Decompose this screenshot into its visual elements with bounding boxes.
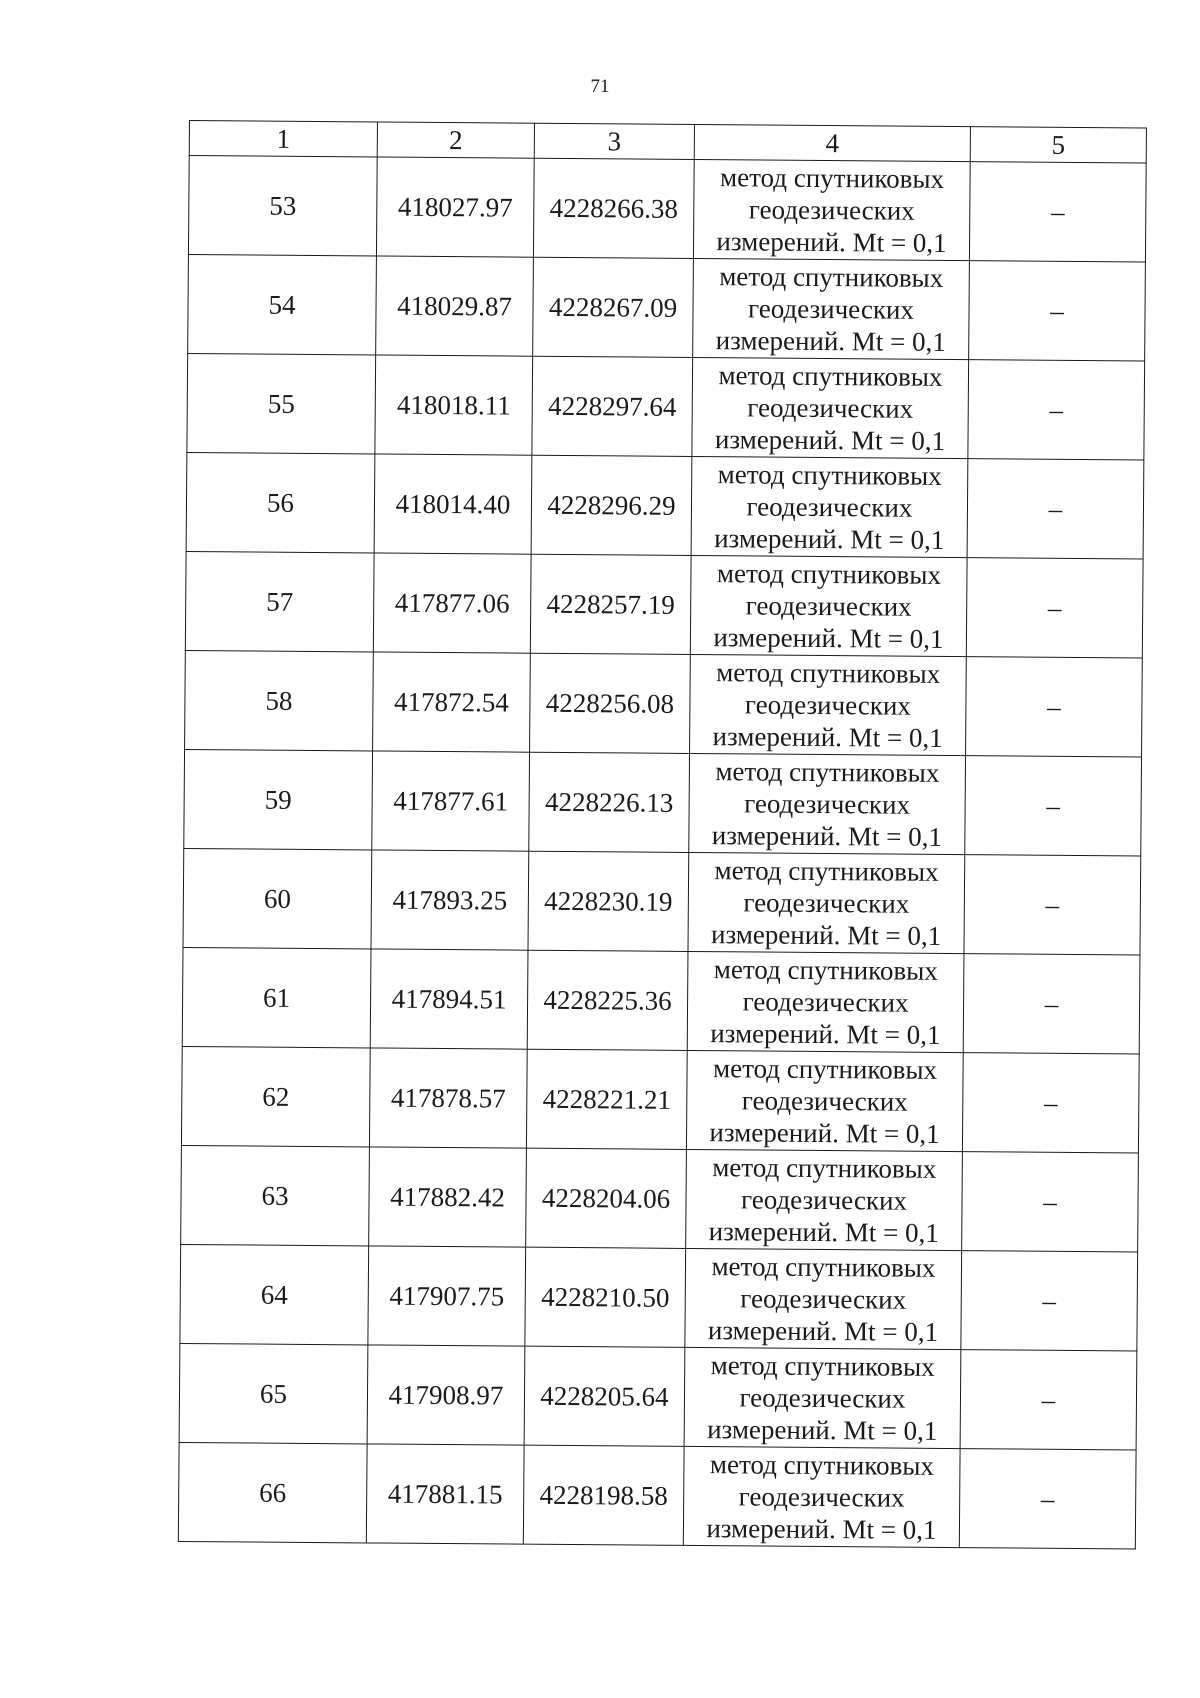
note-cell: – <box>965 756 1142 856</box>
point-number-cell: 58 <box>185 650 374 750</box>
method-line: геодезических <box>745 590 912 622</box>
method-line: метод спутниковых <box>711 1251 936 1283</box>
method-line: измерений. Mt = 0,1 <box>708 1216 939 1248</box>
method-line: измерений. Mt = 0,1 <box>715 325 946 357</box>
method-line: измерений. Mt = 0,1 <box>711 820 943 852</box>
point-number-cell: 54 <box>188 254 377 354</box>
point-number-cell: 55 <box>187 353 376 453</box>
note-cell: – <box>969 162 1146 262</box>
point-number-cell: 64 <box>180 1244 369 1344</box>
table-row <box>183 848 1141 955</box>
method-cell <box>690 654 967 755</box>
method-cell <box>693 159 970 260</box>
x-coordinate-cell: 417877.61 <box>372 751 530 851</box>
method-cell <box>686 1050 963 1151</box>
method-line: геодезических <box>746 491 913 523</box>
method-cell <box>683 1446 960 1547</box>
y-coordinate-cell: 4228297.64 <box>532 356 693 456</box>
x-coordinate-cell: 417877.06 <box>373 553 531 653</box>
point-number-cell: 63 <box>181 1145 370 1245</box>
y-coordinate-cell: 4228198.58 <box>523 1445 684 1545</box>
y-coordinate-cell: 4228256.08 <box>530 653 691 753</box>
table-row <box>185 650 1143 757</box>
table-row <box>182 947 1140 1054</box>
y-coordinate-cell: 4228210.50 <box>525 1247 686 1347</box>
x-coordinate-cell: 417894.51 <box>370 949 528 1049</box>
method-cell <box>693 258 970 359</box>
method-line: измерений. Mt = 0,1 <box>706 1513 937 1545</box>
note-cell: – <box>969 261 1146 361</box>
method-cell <box>688 852 965 953</box>
table-row <box>180 1244 1138 1351</box>
method-line: измерений. Mt = 0,1 <box>713 622 944 654</box>
method-line: метод спутниковых <box>718 360 943 392</box>
method-line: метод спутниковых <box>714 855 939 887</box>
header-cell-4: 4 <box>694 124 970 161</box>
x-coordinate-cell: 417907.75 <box>368 1246 526 1346</box>
y-coordinate-cell: 4228225.36 <box>527 950 688 1050</box>
method-line: метод спутниковых <box>712 1152 937 1184</box>
method-line: измерений. Mt = 0,1 <box>714 523 945 555</box>
method-line: геодезических <box>747 392 914 424</box>
table-row <box>186 452 1144 559</box>
note-cell: – <box>961 1251 1138 1351</box>
x-coordinate-cell: 418018.11 <box>375 355 533 455</box>
table-row <box>185 551 1143 658</box>
method-line: геодезических <box>744 689 911 721</box>
page-number: 71 <box>590 76 610 97</box>
point-number-cell: 61 <box>182 947 371 1047</box>
method-line: метод спутниковых <box>716 657 941 689</box>
method-line: измерений. Mt = 0,1 <box>712 721 943 753</box>
method-line: геодезических <box>742 986 909 1018</box>
table-row <box>187 353 1145 460</box>
point-number-cell: 57 <box>185 551 374 651</box>
method-cell <box>689 753 966 854</box>
method-line: геодезических <box>744 788 911 820</box>
method-line: метод спутниковых <box>719 261 944 293</box>
method-cell <box>685 1248 962 1349</box>
y-coordinate-cell: 4228257.19 <box>530 554 691 654</box>
table-row <box>179 1343 1137 1450</box>
point-number-cell: 53 <box>188 156 377 256</box>
method-line: геодезических <box>740 1283 907 1315</box>
table-row <box>184 749 1142 856</box>
note-cell: – <box>962 1053 1139 1153</box>
point-number-cell: 59 <box>184 749 373 849</box>
point-number-cell: 56 <box>186 452 375 552</box>
method-line: измерений. Mt = 0,1 <box>714 424 946 456</box>
y-coordinate-cell: 4228204.06 <box>526 1148 687 1248</box>
method-line: метод спутниковых <box>717 459 942 491</box>
x-coordinate-cell: 418027.97 <box>376 157 534 257</box>
note-cell: – <box>967 459 1144 559</box>
table-row <box>181 1145 1139 1252</box>
method-line: геодезических <box>741 1085 908 1117</box>
method-line: метод спутниковых <box>713 954 938 986</box>
point-number-cell: 60 <box>183 848 372 948</box>
point-number-cell: 65 <box>179 1343 368 1443</box>
header-cell-2: 2 <box>377 122 534 158</box>
method-cell <box>692 357 969 458</box>
method-line: измерений. Mt = 0,1 <box>709 1117 940 1149</box>
note-cell: – <box>960 1350 1137 1450</box>
method-line: геодезических <box>743 887 910 919</box>
x-coordinate-cell: 418029.87 <box>376 256 534 356</box>
point-number-cell: 62 <box>181 1046 370 1146</box>
y-coordinate-cell: 4228267.09 <box>533 257 694 357</box>
table-row <box>181 1046 1139 1153</box>
x-coordinate-cell: 417881.15 <box>366 1444 524 1544</box>
method-line: геодезических <box>747 293 915 325</box>
y-coordinate-cell: 4228221.21 <box>526 1049 687 1149</box>
y-coordinate-cell: 4228226.13 <box>529 752 690 852</box>
note-cell: – <box>964 855 1141 955</box>
header-cell-3: 3 <box>534 123 694 159</box>
method-line: измерений. Mt = 0,1 <box>707 1414 938 1446</box>
y-coordinate-cell: 4228266.38 <box>533 158 694 258</box>
x-coordinate-cell: 417872.54 <box>373 652 531 752</box>
method-line: метод спутниковых <box>710 1350 935 1382</box>
method-line: метод спутниковых <box>719 162 945 194</box>
method-line: измерений. Mt = 0,1 <box>707 1315 939 1347</box>
method-line: геодезических <box>739 1382 906 1414</box>
note-cell: – <box>966 558 1143 658</box>
header-cell-1: 1 <box>189 121 377 157</box>
x-coordinate-cell: 417882.42 <box>369 1147 527 1247</box>
x-coordinate-cell: 417893.25 <box>371 850 529 950</box>
coordinates-table <box>178 120 1147 1549</box>
y-coordinate-cell: 4228230.19 <box>528 851 689 951</box>
table-row <box>178 1442 1136 1549</box>
x-coordinate-cell: 417878.57 <box>369 1048 527 1148</box>
note-cell: – <box>959 1449 1136 1549</box>
header-cell-5: 5 <box>970 127 1146 163</box>
method-line: измерений. Mt = 0,1 <box>710 919 942 951</box>
method-line: измерений. Mt = 0,1 <box>710 1018 941 1050</box>
method-cell <box>691 456 968 557</box>
table-row <box>188 156 1146 263</box>
table-row <box>188 254 1146 361</box>
note-cell: – <box>962 1152 1139 1252</box>
method-cell <box>686 1149 963 1250</box>
method-cell <box>684 1347 961 1448</box>
method-line: геодезических <box>740 1184 908 1216</box>
method-line: геодезических <box>748 194 915 226</box>
method-line: метод спутниковых <box>715 756 940 788</box>
table-body <box>178 156 1146 1549</box>
note-cell: – <box>963 954 1140 1054</box>
method-line: метод спутниковых <box>709 1449 935 1481</box>
x-coordinate-cell: 418014.40 <box>374 454 532 554</box>
method-cell <box>687 951 964 1052</box>
method-line: метод спутниковых <box>712 1053 938 1085</box>
note-cell: – <box>966 657 1143 757</box>
method-line: измерений. Mt = 0,1 <box>716 226 947 258</box>
method-line: метод спутниковых <box>716 558 942 590</box>
method-line: геодезических <box>738 1481 905 1513</box>
x-coordinate-cell: 417908.97 <box>367 1345 525 1445</box>
note-cell: – <box>968 360 1145 460</box>
y-coordinate-cell: 4228296.29 <box>531 455 692 555</box>
point-number-cell: 66 <box>178 1442 367 1542</box>
method-cell <box>690 555 967 656</box>
y-coordinate-cell: 4228205.64 <box>524 1346 685 1446</box>
